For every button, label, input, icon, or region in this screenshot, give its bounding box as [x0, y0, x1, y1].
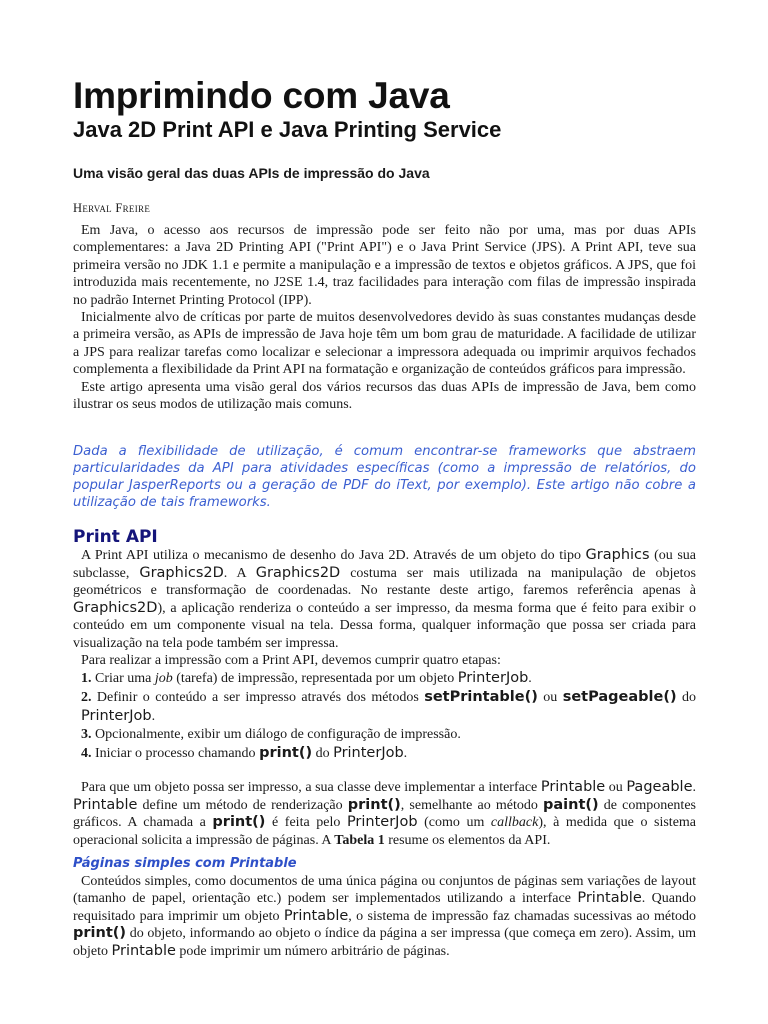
text-run: .	[151, 709, 156, 725]
text-run: ), à medida que o sistema operacional solicita a impressão de páginas. A	[73, 815, 697, 848]
italic-term: job	[154, 671, 173, 687]
text-run: pode imprimir um número arbitrário de páginas.	[175, 943, 450, 959]
spacer	[73, 763, 696, 779]
code-paint: paint()	[542, 796, 599, 813]
text-run: do objeto, informando ao objeto o índice da página a ser impressa (que começa em zero). Assim, um objeto	[73, 926, 696, 959]
step-number: 4.	[81, 746, 92, 762]
intro-section	[73, 222, 696, 413]
section-heading-print-api: Print API	[73, 527, 158, 548]
table-reference: Tabela 1	[334, 832, 385, 848]
step-4	[73, 744, 696, 763]
document-subtitle: Java 2D Print API e Java Printing Service	[73, 117, 502, 142]
document-title: Imprimindo com Java	[73, 75, 450, 116]
simple-pages-paragraph-1	[73, 873, 696, 960]
text-run: (como um	[417, 815, 491, 831]
intro-paragraph-3: Este artigo apresenta uma visão geral dos vários recursos das duas APIs de impressão de Java, bem como ilustrar os seus modos de utilização mais comuns.	[73, 379, 696, 413]
step-2	[73, 688, 696, 726]
text-run: .	[403, 746, 408, 762]
code-printable: Printable	[540, 779, 606, 796]
code-pageable: Pageable	[626, 779, 693, 796]
text-run: é feita pelo	[265, 815, 347, 831]
text-run: (tarefa) de impressão, representada por um objeto	[172, 671, 458, 687]
code-printable: Printable	[73, 796, 138, 813]
code-graphics: Graphics	[585, 547, 650, 564]
print-api-paragraph-2: Para realizar a impressão com a Print API, devemos cumprir quatro etapas:	[81, 652, 501, 668]
print-api-paragraph-1	[73, 547, 696, 651]
lead-text: Uma visão geral das duas APIs de impressão do Java	[73, 165, 430, 181]
text-run: (ou sua subclasse,	[73, 548, 696, 581]
subsection-heading-simple-pages: Páginas simples com Printable	[73, 855, 297, 871]
text-run: ou	[537, 690, 563, 706]
step-number: 1.	[81, 671, 92, 687]
text-run: resume os elementos da API.	[384, 832, 551, 848]
text-run: , o sistema de impressão faz chamadas sucessivas ao método	[348, 908, 697, 924]
intro-paragraph-1: Em Java, o acesso aos recursos de impressão pode ser feito não por uma, mas por duas APIs complementares: a Java 2D Printing API ("Print API") e o Java Print Service (JPS). A Print API, teve sua primeira versão no JDK 1.1 e permite a manipulação e a impressão de textos e objetos gráficos. A JPS, que foi introduzida mais recentemente, no J2SE 1.4, traz facilidades para interação com filas de impressão inspirada no padrão Internet Printing Protocol (IPP).	[73, 223, 696, 308]
text-run: . A	[223, 565, 256, 581]
code-print: print()	[259, 745, 313, 762]
code-print: print()	[73, 925, 127, 942]
code-printable: Printable	[577, 890, 642, 907]
document-page	[73, 76, 696, 960]
text-run: .	[692, 780, 696, 796]
code-printerjob: PrinterJob	[81, 708, 152, 725]
text-run: Conteúdos simples, como documentos de uma única página ou conjuntos de páginas sem variações de layout (tamanho de papel, orientação etc.) podem ser implementados utilizando a interface	[73, 873, 696, 907]
code-setprintable: setPrintable()	[424, 689, 538, 706]
text-run: costuma ser mais utilizada na manipulação de objetos geométricos e transformação de coordenadas. No restante deste artigo, faremos referência apenas à	[73, 565, 696, 599]
step-1	[73, 669, 696, 688]
print-api-paragraph-3	[73, 779, 696, 849]
italic-term: callback	[490, 815, 539, 831]
text-run: ou	[605, 780, 627, 796]
text-run: A Print API utiliza o mecanismo de desenho do Java 2D. Através de um objeto do tipo	[81, 548, 586, 564]
text-run: Para que um objeto possa ser impresso, a sua classe deve implementar a interface	[81, 780, 541, 796]
callout-note: Dada a flexibilidade de utilização, é comum encontrar-se frameworks que abstraem particularidades da API para atividades específicas (como a impressão de relatórios, do popular JasperReports ou a geração de PDF do iText, por exemplo). Este artigo não cobre a utilização de tais frameworks.	[73, 444, 696, 511]
text-run: do	[312, 746, 334, 762]
text-run: Criar uma	[91, 671, 155, 687]
text-run: .	[528, 671, 532, 687]
text-run: define um método de renderização	[137, 797, 348, 813]
code-print: print()	[212, 814, 266, 831]
text-run: do	[676, 690, 697, 706]
code-printable: Printable	[283, 907, 349, 924]
code-graphics2d: Graphics2D	[139, 564, 224, 581]
text-run: , semelhante ao método	[400, 797, 543, 813]
text-run: . Quando requisitado para imprimir um objeto	[73, 891, 696, 924]
code-printerjob: PrinterJob	[457, 670, 529, 687]
step-number: 3.	[81, 727, 92, 743]
step-3	[73, 726, 696, 744]
code-printable: Printable	[111, 942, 176, 959]
code-graphics2d: Graphics2D	[73, 599, 158, 616]
intro-paragraph-2: Inicialmente alvo de críticas por parte de muitos desenvolvedores devido às suas constantes mudanças desde a primeira versão, as APIs de impressão de Java hoje têm um bom grau de maturidade. A facilidade de utilizar a JPS para realizar tarefas como localizar e selecionar a impressora adequada ou imprimir arquivos fechados complementa a flexibilidade da Print API na formatação e organização de conteúdos gráficos para impressão.	[73, 310, 696, 378]
code-printerjob: PrinterJob	[333, 745, 404, 762]
text-run: Iniciar o processo chamando	[91, 746, 260, 762]
text-run: ), a aplicação renderiza o conteúdo a ser impresso, da mesma forma que é feito para exibir o conteúdo em um componente visual na tela. Dessa forma, qualquer informação que possa ser criada para visualização na tela pode também ser impressa.	[73, 600, 696, 651]
text-run: de componentes gráficos. A chamada a	[73, 797, 696, 831]
code-graphics2d: Graphics2D	[255, 564, 341, 581]
code-print: print()	[347, 796, 401, 813]
step-number: 2.	[81, 690, 92, 706]
text-run: Definir o conteúdo a ser impresso através dos métodos	[91, 690, 425, 706]
code-printerjob: PrinterJob	[346, 814, 418, 831]
code-setpageable: setPageable()	[562, 689, 677, 706]
text-run: Opcionalmente, exibir um diálogo de configuração de impressão.	[91, 727, 461, 743]
author-name: Herval Freire	[73, 201, 151, 215]
